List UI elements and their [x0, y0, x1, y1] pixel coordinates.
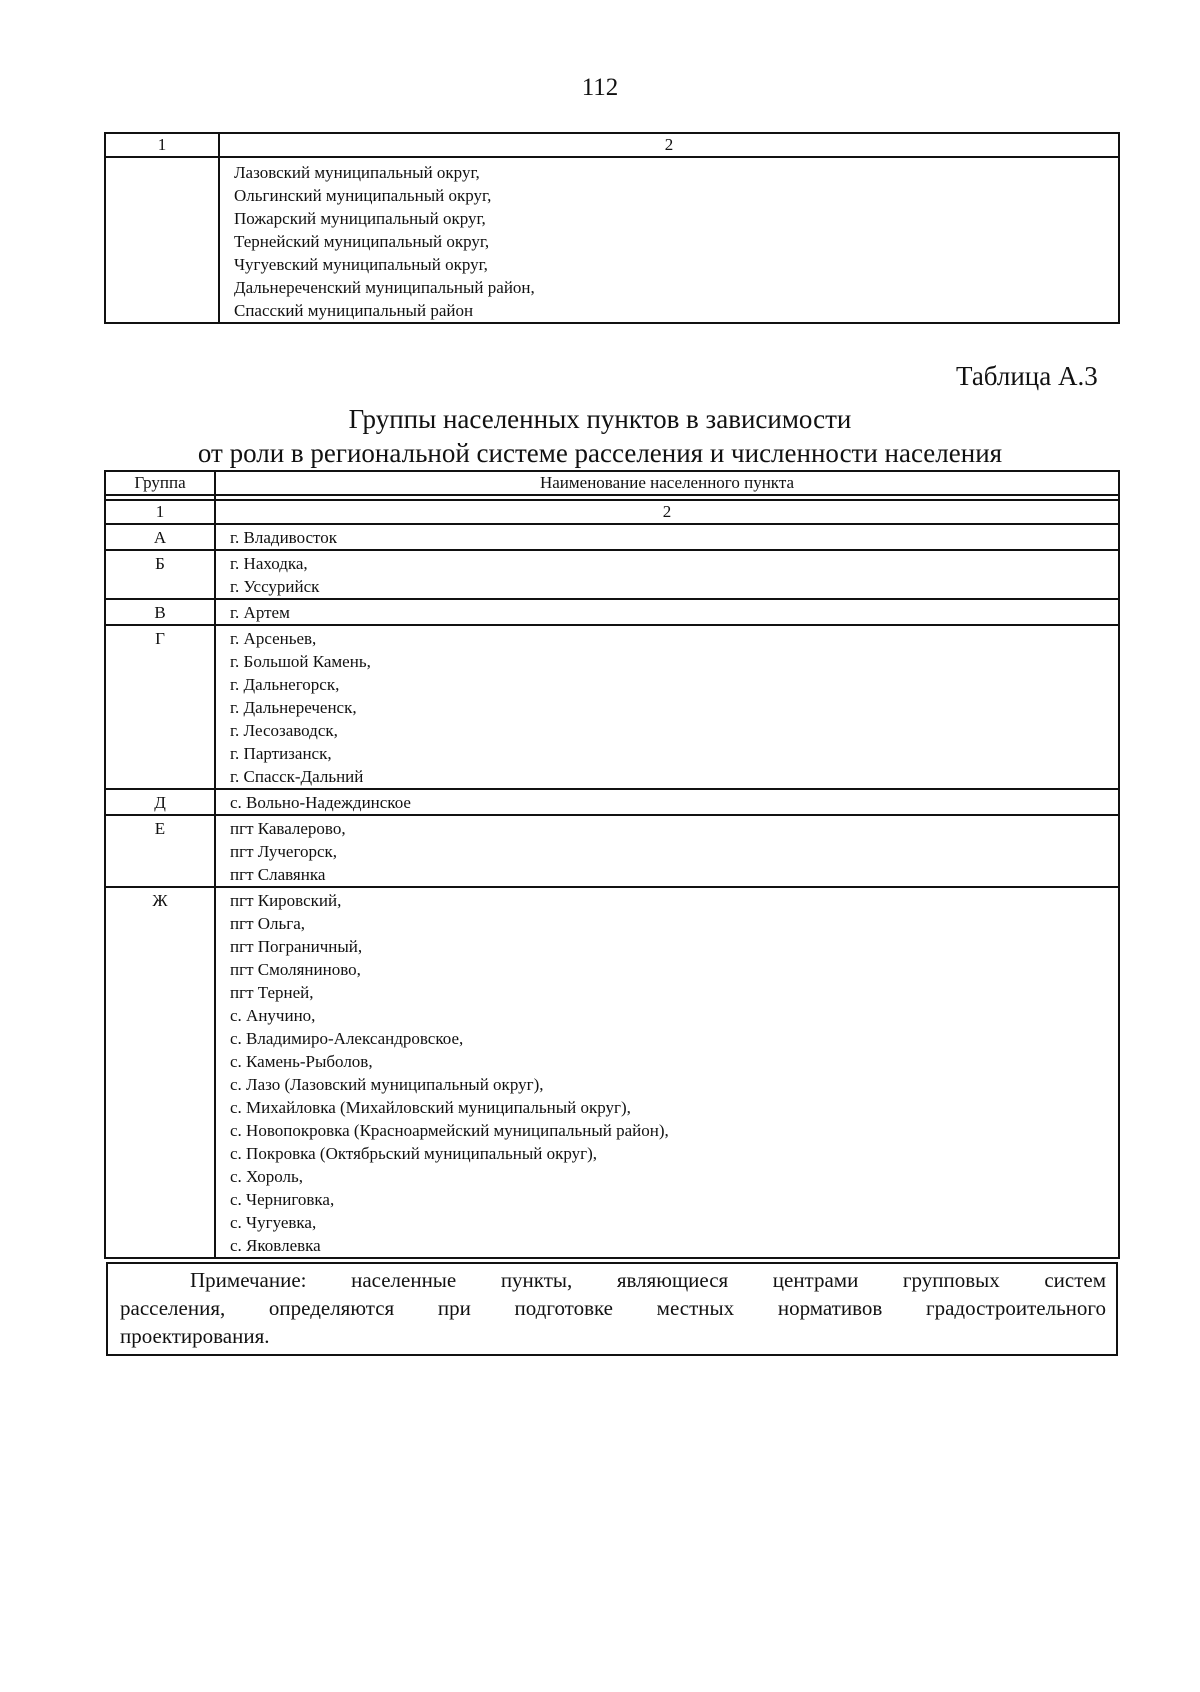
group-cell: Б — [105, 550, 215, 599]
table-row — [105, 887, 1119, 1258]
table-label: Таблица А.3 — [956, 361, 1098, 391]
list-item: с. Вольно-Надеждинское — [230, 793, 411, 812]
list-item: Лазовский муниципальный округ, — [234, 163, 480, 182]
column-header-group: Группа — [105, 471, 215, 495]
list-item: г. Спасск-Дальний — [230, 767, 364, 786]
list-item: пгт Терней, — [230, 983, 314, 1002]
table-header-row — [105, 471, 1119, 495]
list-item: с. Владимиро-Александровское, — [230, 1029, 464, 1048]
column-number-2: 2 — [215, 500, 1119, 524]
numbering-row — [105, 500, 1119, 524]
table-row — [105, 789, 1119, 815]
table-row — [105, 599, 1119, 625]
column-number-1: 1 — [105, 133, 219, 157]
list-item: с. Чугуевка, — [230, 1213, 317, 1232]
group-cell: Г — [105, 625, 215, 789]
note-text-line: расселения, определяются при подготовке местных нормативов градостроительного — [120, 1296, 1106, 1320]
list-item: с. Михайловка (Михайловский муниципальный округ), — [230, 1098, 631, 1117]
column-number-1: 1 — [105, 500, 215, 524]
list-item: г. Лесозаводск, — [230, 721, 338, 740]
list-item: г. Большой Камень, — [230, 652, 371, 671]
list-item: пгт Славянка — [230, 865, 326, 884]
list-item: с. Яковлевка — [230, 1236, 321, 1255]
group-cell: А — [105, 524, 215, 550]
list-item: Тернейский муниципальный округ, — [234, 232, 490, 251]
table-row — [105, 625, 1119, 789]
settlement-list — [215, 550, 1119, 599]
list-item: г. Партизанск, — [230, 744, 332, 763]
district-list — [219, 157, 1119, 323]
note-text-line: проектирования. — [120, 1324, 270, 1348]
list-item: г. Дальнегорск, — [230, 675, 340, 694]
list-item: пгт Кировский, — [230, 891, 342, 910]
list-item: г. Уссурийск — [230, 577, 320, 596]
list-item: г. Находка, — [230, 554, 308, 573]
settlement-list — [215, 789, 1119, 815]
list-item: Дальнереченский муниципальный район, — [234, 278, 535, 297]
list-item: с. Камень-Рыболов, — [230, 1052, 373, 1071]
table-row — [105, 815, 1119, 887]
list-item: пгт Ольга, — [230, 914, 306, 933]
list-item: с. Покровка (Октябрьский муниципальный округ), — [230, 1144, 598, 1163]
list-item: с. Новопокровка (Красноармейский муниципальный район), — [230, 1121, 669, 1140]
list-item: пгт Кавалерово, — [230, 819, 346, 838]
list-item: пгт Смоляниново, — [230, 960, 361, 979]
group-cell: Е — [105, 815, 215, 887]
list-item: с. Черниговка, — [230, 1190, 335, 1209]
list-item: г. Дальнереченск, — [230, 698, 357, 717]
group-cell: Ж — [105, 887, 215, 1258]
table-row — [105, 550, 1119, 599]
table-title-line-1: Группы населенных пунктов в зависимости — [348, 404, 852, 434]
empty-cell — [105, 157, 219, 323]
list-item: Чугуевский муниципальный округ, — [234, 255, 488, 274]
page-number: 112 — [581, 74, 619, 101]
list-item: г. Арсеньев, — [230, 629, 317, 648]
settlement-list — [215, 815, 1119, 887]
settlement-list — [215, 599, 1119, 625]
settlement-groups-table — [104, 470, 1120, 1259]
column-number-2: 2 — [219, 133, 1119, 157]
list-item: с. Анучино, — [230, 1006, 316, 1025]
list-item: пгт Лучегорск, — [230, 842, 338, 861]
settlement-list — [215, 524, 1119, 550]
group-cell: В — [105, 599, 215, 625]
group-cell: Д — [105, 789, 215, 815]
continuation-table — [104, 132, 1120, 324]
list-item: Ольгинский муниципальный округ, — [234, 186, 492, 205]
settlement-list — [215, 625, 1119, 789]
table-row — [105, 524, 1119, 550]
continuation-header-row — [105, 133, 1119, 157]
list-item: с. Хороль, — [230, 1167, 304, 1186]
list-item: г. Владивосток — [230, 528, 338, 547]
list-item: Спасский муниципальный район — [234, 301, 474, 320]
column-header-name: Наименование населенного пункта — [215, 471, 1119, 495]
table-title-line-2: от роли в региональной системе расселения и численности населения — [197, 438, 1003, 468]
note-text-line: Примечание: населенные пункты, являющиеся центрами групповых систем — [190, 1268, 1106, 1292]
list-item: г. Артем — [230, 603, 290, 622]
note-box — [106, 1262, 1118, 1356]
continuation-body-row — [105, 157, 1119, 323]
list-item: Пожарский муниципальный округ, — [234, 209, 486, 228]
list-item: пгт Пограничный, — [230, 937, 363, 956]
settlement-list — [215, 887, 1119, 1258]
list-item: с. Лазо (Лазовский муниципальный округ), — [230, 1075, 544, 1094]
